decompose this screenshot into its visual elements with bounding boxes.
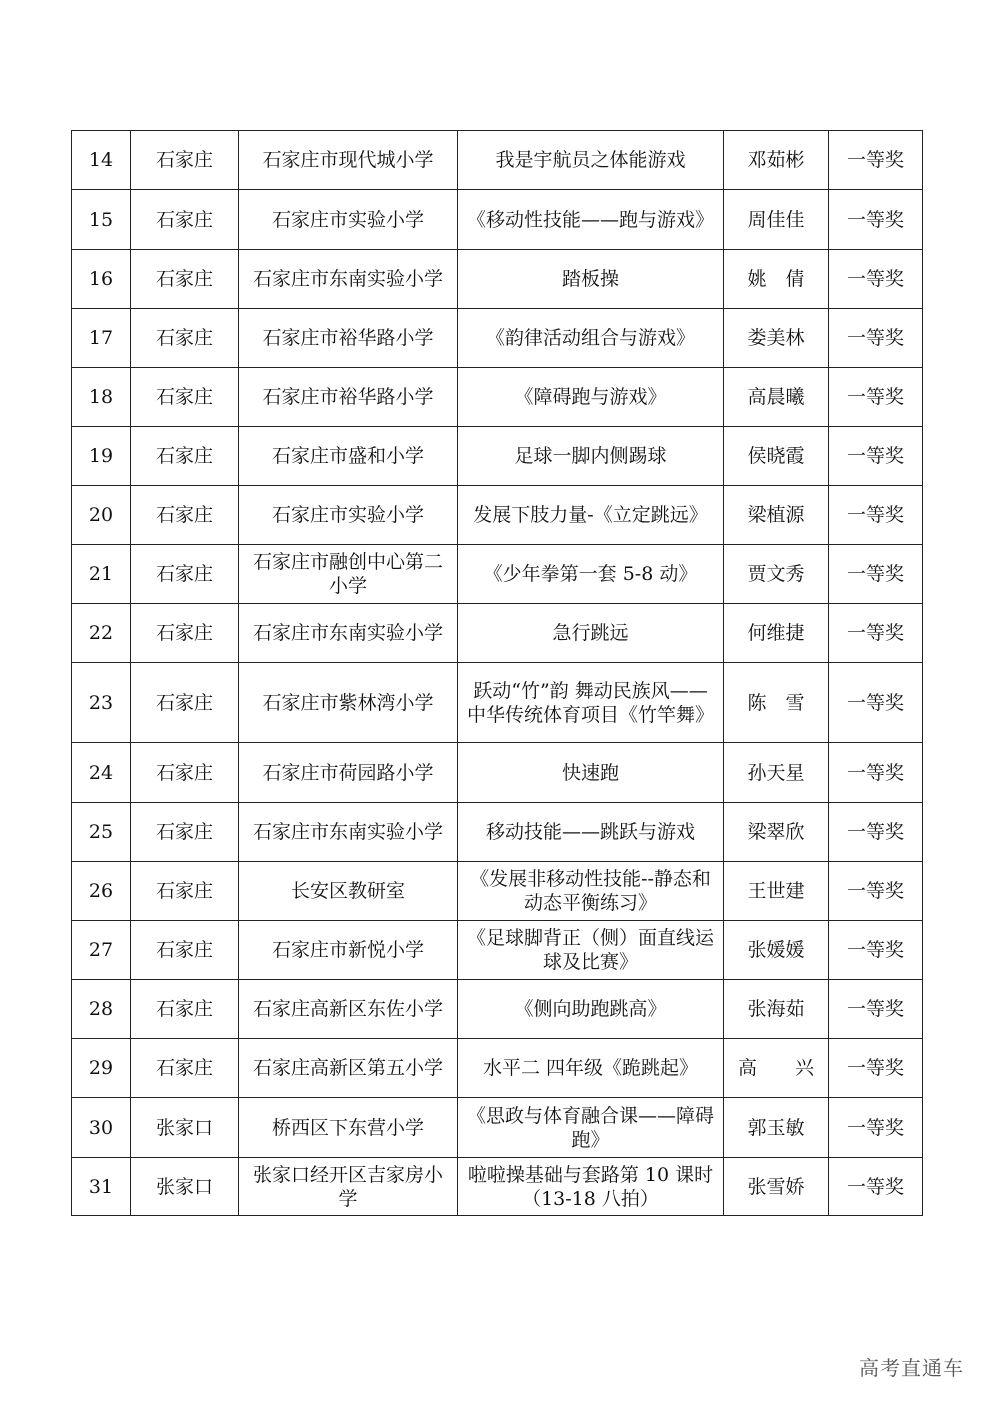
table-row <box>72 663 923 743</box>
cell-teacher: 娄美林 <box>724 309 829 368</box>
cell-award: 一等奖 <box>829 803 923 862</box>
cell-city: 石家庄 <box>131 309 239 368</box>
cell-award: 一等奖 <box>829 604 923 663</box>
cell-school: 石家庄市东南实验小学 <box>239 250 458 309</box>
cell-lesson: 跃动“竹”韵 舞动民族风——中华传统体育项目《竹竿舞》 <box>458 663 724 743</box>
cell-number: 29 <box>72 1039 131 1098</box>
cell-lesson: 快速跑 <box>458 743 724 803</box>
cell-lesson: 《障碍跑与游戏》 <box>458 368 724 427</box>
cell-city: 石家庄 <box>131 545 239 604</box>
cell-city: 石家庄 <box>131 250 239 309</box>
cell-number: 24 <box>72 743 131 803</box>
table-row <box>72 368 923 427</box>
cell-award: 一等奖 <box>829 743 923 803</box>
cell-award: 一等奖 <box>829 190 923 250</box>
cell-number: 14 <box>72 131 131 190</box>
cell-city: 张家口 <box>131 1098 239 1158</box>
cell-number: 23 <box>72 663 131 743</box>
table-row <box>72 250 923 309</box>
table-row <box>72 1039 923 1098</box>
cell-city: 石家庄 <box>131 980 239 1039</box>
cell-lesson: 《思政与体育融合课——障碍跑》 <box>458 1098 724 1158</box>
cell-school: 石家庄市东南实验小学 <box>239 604 458 663</box>
cell-award: 一等奖 <box>829 427 923 486</box>
cell-teacher: 侯晓霞 <box>724 427 829 486</box>
cell-school: 长安区教研室 <box>239 862 458 921</box>
cell-teacher: 陈 雪 <box>724 663 829 743</box>
cell-city: 石家庄 <box>131 368 239 427</box>
cell-city: 石家庄 <box>131 486 239 545</box>
cell-lesson: 《移动性技能——跑与游戏》 <box>458 190 724 250</box>
cell-award: 一等奖 <box>829 921 923 980</box>
table-row <box>72 1098 923 1158</box>
cell-award: 一等奖 <box>829 486 923 545</box>
table-row <box>72 803 923 862</box>
cell-teacher: 邓茹彬 <box>724 131 829 190</box>
cell-lesson: 踏板操 <box>458 250 724 309</box>
cell-lesson: 《足球脚背正（侧）面直线运球及比赛》 <box>458 921 724 980</box>
table-row <box>72 486 923 545</box>
cell-city: 石家庄 <box>131 1039 239 1098</box>
cell-lesson: 急行跳远 <box>458 604 724 663</box>
cell-city: 石家庄 <box>131 190 239 250</box>
cell-lesson: 发展下肢力量-《立定跳远》 <box>458 486 724 545</box>
cell-school: 石家庄市融创中心第二小学 <box>239 545 458 604</box>
cell-number: 16 <box>72 250 131 309</box>
cell-number: 15 <box>72 190 131 250</box>
cell-school: 石家庄市裕华路小学 <box>239 309 458 368</box>
cell-number: 20 <box>72 486 131 545</box>
cell-teacher: 梁翠欣 <box>724 803 829 862</box>
watermark-text: 高考直通车 <box>859 1356 964 1380</box>
table-row <box>72 980 923 1039</box>
table-row <box>72 131 923 190</box>
cell-number: 25 <box>72 803 131 862</box>
cell-number: 18 <box>72 368 131 427</box>
cell-teacher: 张海茹 <box>724 980 829 1039</box>
cell-school: 桥西区下东营小学 <box>239 1098 458 1158</box>
cell-award: 一等奖 <box>829 980 923 1039</box>
cell-school: 石家庄市紫林湾小学 <box>239 663 458 743</box>
cell-city: 石家庄 <box>131 427 239 486</box>
cell-school: 石家庄市荷园路小学 <box>239 743 458 803</box>
cell-school: 石家庄市盛和小学 <box>239 427 458 486</box>
cell-lesson: 足球一脚内侧踢球 <box>458 427 724 486</box>
cell-teacher: 何维捷 <box>724 604 829 663</box>
cell-city: 石家庄 <box>131 131 239 190</box>
cell-lesson: 《少年拳第一套 5-8 动》 <box>458 545 724 604</box>
cell-award: 一等奖 <box>829 545 923 604</box>
cell-teacher: 张雪娇 <box>724 1158 829 1216</box>
cell-award: 一等奖 <box>829 131 923 190</box>
cell-teacher: 张媛媛 <box>724 921 829 980</box>
award-table <box>71 130 923 1216</box>
cell-city: 石家庄 <box>131 921 239 980</box>
cell-number: 27 <box>72 921 131 980</box>
cell-city: 石家庄 <box>131 743 239 803</box>
table-row <box>72 921 923 980</box>
cell-number: 19 <box>72 427 131 486</box>
table-row <box>72 190 923 250</box>
cell-lesson: 《发展非移动性技能--静态和动态平衡练习》 <box>458 862 724 921</box>
cell-number: 22 <box>72 604 131 663</box>
table-row <box>72 604 923 663</box>
cell-award: 一等奖 <box>829 250 923 309</box>
cell-teacher: 高晨曦 <box>724 368 829 427</box>
cell-number: 31 <box>72 1158 131 1216</box>
cell-award: 一等奖 <box>829 368 923 427</box>
cell-teacher: 孙天星 <box>724 743 829 803</box>
cell-award: 一等奖 <box>829 862 923 921</box>
table-row <box>72 427 923 486</box>
cell-school: 石家庄高新区东佐小学 <box>239 980 458 1039</box>
cell-number: 26 <box>72 862 131 921</box>
cell-award: 一等奖 <box>829 663 923 743</box>
table-row <box>72 545 923 604</box>
cell-city: 石家庄 <box>131 862 239 921</box>
cell-city: 石家庄 <box>131 604 239 663</box>
cell-lesson: 移动技能——跳跃与游戏 <box>458 803 724 862</box>
table-row <box>72 862 923 921</box>
table-row <box>72 1158 923 1216</box>
cell-school: 石家庄市新悦小学 <box>239 921 458 980</box>
award-table-body <box>72 131 923 1216</box>
cell-school: 石家庄高新区第五小学 <box>239 1039 458 1098</box>
cell-school: 石家庄市东南实验小学 <box>239 803 458 862</box>
cell-number: 17 <box>72 309 131 368</box>
cell-number: 30 <box>72 1098 131 1158</box>
cell-school: 石家庄市实验小学 <box>239 190 458 250</box>
cell-award: 一等奖 <box>829 1098 923 1158</box>
cell-teacher: 郭玉敏 <box>724 1098 829 1158</box>
cell-school: 石家庄市实验小学 <box>239 486 458 545</box>
cell-teacher: 贾文秀 <box>724 545 829 604</box>
cell-teacher: 高 兴 <box>724 1039 829 1098</box>
cell-teacher: 周佳佳 <box>724 190 829 250</box>
cell-award: 一等奖 <box>829 309 923 368</box>
table-row <box>72 743 923 803</box>
cell-number: 21 <box>72 545 131 604</box>
cell-city: 石家庄 <box>131 663 239 743</box>
cell-lesson: 水平二 四年级《跪跳起》 <box>458 1039 724 1098</box>
cell-school: 石家庄市现代城小学 <box>239 131 458 190</box>
cell-teacher: 姚 倩 <box>724 250 829 309</box>
cell-lesson: 《韵律活动组合与游戏》 <box>458 309 724 368</box>
cell-lesson: 我是宇航员之体能游戏 <box>458 131 724 190</box>
cell-award: 一等奖 <box>829 1158 923 1216</box>
cell-teacher: 王世建 <box>724 862 829 921</box>
cell-award: 一等奖 <box>829 1039 923 1098</box>
cell-number: 28 <box>72 980 131 1039</box>
cell-lesson: 啦啦操基础与套路第 10 课时（13-18 八拍） <box>458 1158 724 1216</box>
cell-school: 石家庄市裕华路小学 <box>239 368 458 427</box>
cell-lesson: 《侧向助跑跳高》 <box>458 980 724 1039</box>
cell-city: 张家口 <box>131 1158 239 1216</box>
table-row <box>72 309 923 368</box>
cell-city: 石家庄 <box>131 803 239 862</box>
cell-teacher: 梁植源 <box>724 486 829 545</box>
cell-school: 张家口经开区吉家房小学 <box>239 1158 458 1216</box>
